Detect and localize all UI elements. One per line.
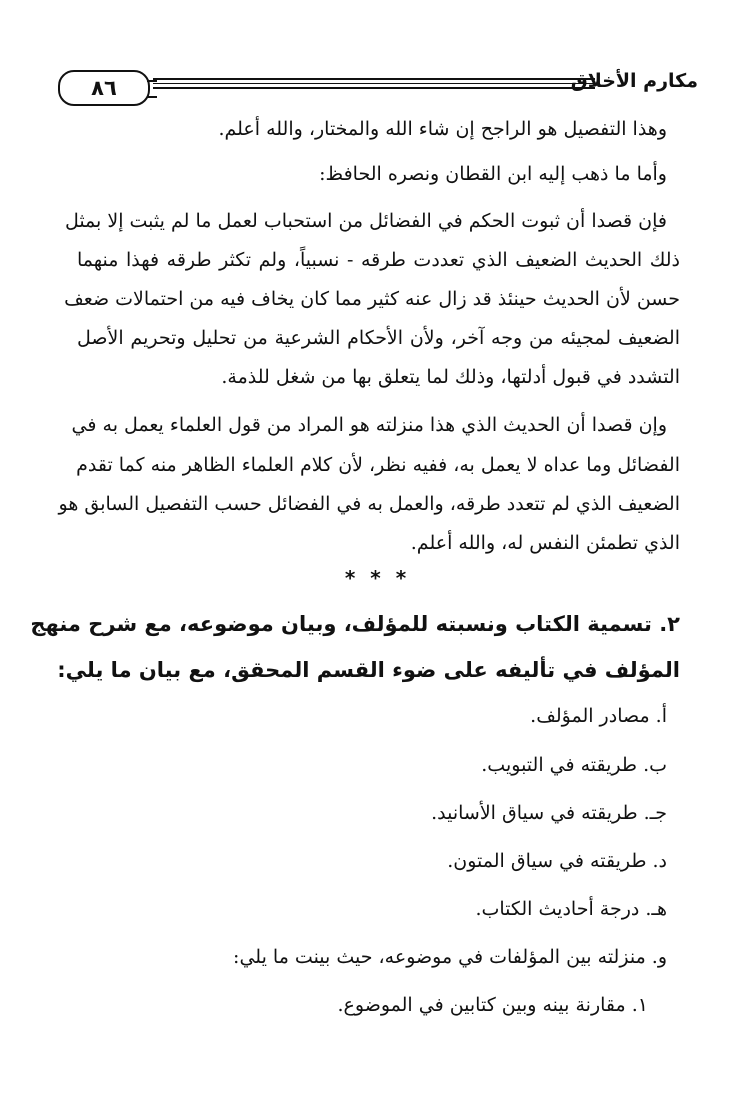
paragraph-line: وإن قصدا أن الحديث الذي هذا منزلته هو المراد من قول العلماء يعمل به في	[71, 414, 667, 436]
header-rule	[153, 78, 595, 92]
list-item: د. طريقته في سياق المتون.	[447, 850, 667, 872]
sublist-item: ١. مقارنة بينه وبين كتابين في الموضوع.	[337, 994, 648, 1016]
section-heading: ٢. تسمية الكتاب ونسبته للمؤلف، وبيان موضوعه، مع شرح منهج	[30, 612, 680, 636]
paragraph-line: حسن لأن الحديث حينئذ قد زال عنه كثير مما كان يخاف فيه من احتمالات ضعف	[64, 288, 680, 310]
list-item: ب. طريقته في التبويب.	[481, 754, 667, 776]
paragraph-line: الضعيف الذي لم تتعدد طرقه، والعمل به في الفضائل حسب التفصيل السابق هو	[58, 493, 680, 515]
running-title: مكارم الأخلاق	[570, 70, 698, 92]
page-header	[58, 66, 698, 110]
paragraph-line: وهذا التفصيل هو الراجح إن شاء الله والمختار، والله أعلم.	[218, 118, 667, 140]
section-separator: * * *	[344, 566, 411, 590]
list-item: أ. مصادر المؤلف.	[530, 705, 667, 727]
paragraph-line: الفضائل وما عداه لا يعمل به، ففيه نظر، لأن كلام العلماء الظاهر منه كما تقدم	[76, 454, 680, 476]
list-item: هـ. درجة أحاديث الكتاب.	[475, 898, 667, 920]
list-item: و. منزلته بين المؤلفات في موضوعه، حيث بينت ما يلي:	[233, 946, 667, 968]
paragraph-line: التشدد في قبول أدلتها، وذلك لما يتعلق بها من شغل للذمة.	[221, 366, 680, 388]
section-heading: المؤلف في تأليفه على ضوء القسم المحقق، مع بيان ما يلي:	[57, 658, 680, 682]
list-item: جـ. طريقته في سياق الأسانيد.	[431, 802, 667, 824]
paragraph-line: الذي تطمئن النفس له، والله أعلم.	[410, 532, 680, 554]
paragraph-line: وأما ما ذهب إليه ابن القطان ونصره الحافظ:	[319, 163, 667, 185]
paragraph-line: ذلك الحديث الضعيف الذي تعددت طرقه - نسبياً، ولم تكثر طرقه فهذا منهما	[77, 249, 680, 271]
paragraph-line: فإن قصدا أن ثبوت الحكم في الفضائل من استحباب لعمل ما لم يثبت إلا بمثل	[64, 210, 667, 232]
paragraph-line: الضعيف لمجيئه من وجه آخر، ولأن الأحكام الشرعية من تحليل وتحريم الأصل	[77, 327, 681, 349]
page-number: ٨٦	[58, 70, 150, 106]
